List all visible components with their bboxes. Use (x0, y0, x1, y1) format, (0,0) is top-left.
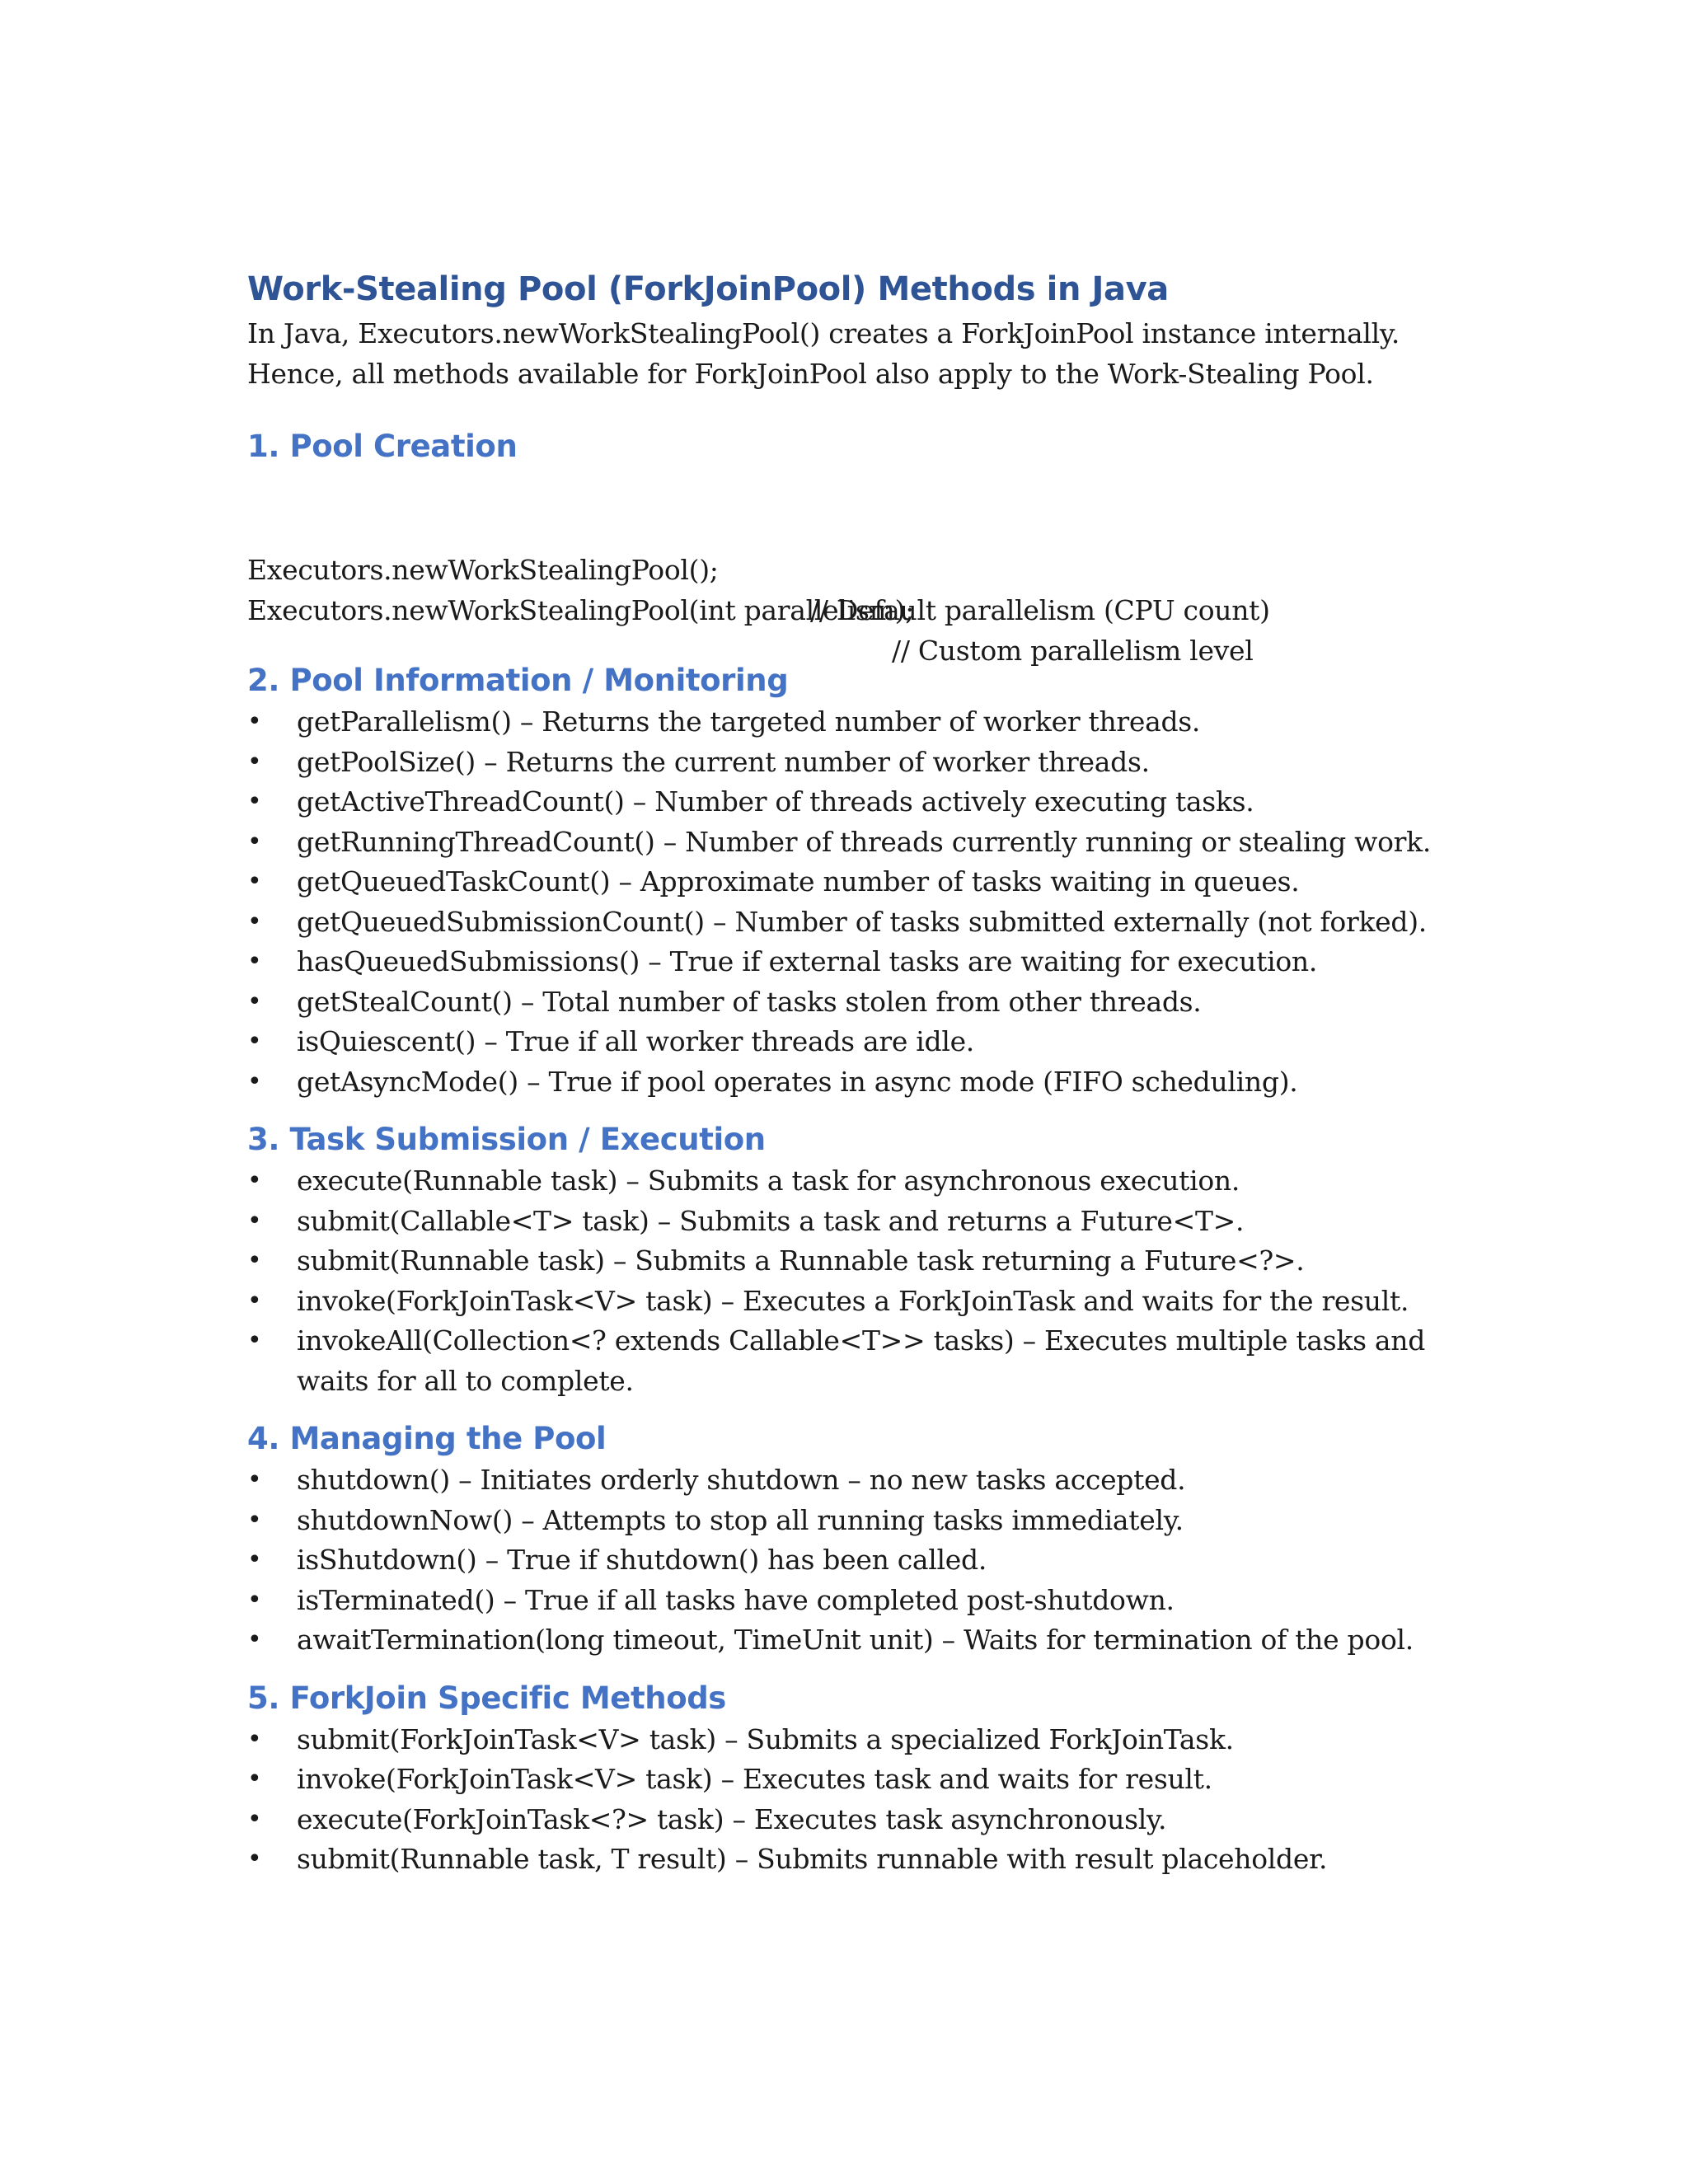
list-item-text: execute(Runnable task) – Submits a task for asynchronous execution. (297, 1165, 1240, 1197)
bullet-icon: • (247, 1844, 262, 1873)
list-item-text: shutdown() – Initiates orderly shutdown – no new tasks accepted. (297, 1464, 1186, 1496)
bullet-icon: • (247, 867, 262, 896)
bullet-icon: • (247, 987, 262, 1016)
list-item-text: submit(ForkJoinTask<V> task) – Submits a specialized ForkJoinTask. (297, 1722, 1234, 1755)
method-list-forkjoin-specific (247, 1720, 1442, 1880)
list-item-text: submit(Runnable task, T result) – Submits runnable with result placeholder. (297, 1843, 1328, 1875)
list-item (247, 1720, 1442, 1760)
bullet-icon: • (247, 1246, 262, 1275)
section-heading-pool-information: 2. Pool Information / Monitoring (247, 663, 789, 698)
bullet-icon: • (247, 1625, 262, 1654)
bullet-icon: • (247, 1166, 262, 1195)
list-item-text: getQueuedTaskCount() – Approximate number of tasks waiting in queues. (297, 865, 1300, 898)
list-item-text: invoke(ForkJoinTask<V> task) – Executes task and waits for result. (297, 1763, 1212, 1795)
bullet-icon: • (247, 947, 262, 976)
list-item (247, 1840, 1442, 1880)
list-item-text: getActiveThreadCount() – Number of threads actively executing tasks. (297, 785, 1254, 818)
list-item-text: getQueuedSubmissionCount() – Number of tasks submitted externally (not forked). (297, 905, 1427, 938)
list-item-text: getParallelism() – Returns the targeted number of worker threads. (297, 705, 1201, 738)
list-item (247, 1321, 1442, 1401)
list-item-text: submit(Callable<T> task) – Submits a task and returns a Future<T>. (297, 1204, 1245, 1237)
bullet-icon: • (247, 1585, 262, 1615)
list-item (247, 1460, 1442, 1501)
list-item-text: awaitTermination(long timeout, TimeUnit unit) – Waits for termination of the pool. (297, 1624, 1414, 1656)
bullet-icon: • (247, 707, 262, 736)
list-item-text: submit(Runnable task) – Submits a Runnable task returning a Future<?>. (297, 1244, 1305, 1277)
list-item (247, 1202, 1442, 1242)
code-comment: // Custom parallelism level (892, 635, 1254, 667)
bullet-icon: • (247, 1286, 262, 1315)
list-item (247, 1760, 1442, 1800)
section-heading-task-submission: 3. Task Submission / Execution (247, 1122, 766, 1157)
list-item (247, 902, 1442, 943)
section-heading-forkjoin-specific: 5. ForkJoin Specific Methods (247, 1680, 726, 1716)
list-item (247, 782, 1442, 823)
bullet-icon: • (247, 1326, 262, 1355)
method-list-task-submission (247, 1161, 1442, 1401)
section-heading-managing-pool: 4. Managing the Pool (247, 1421, 607, 1456)
list-item (247, 1241, 1442, 1282)
list-item (247, 1282, 1442, 1322)
list-item (247, 702, 1442, 743)
list-item (247, 1161, 1442, 1202)
list-item (247, 982, 1442, 1023)
list-item (247, 1501, 1442, 1541)
bullet-icon: • (247, 1206, 262, 1235)
list-item-text: shutdownNow() – Attempts to stop all running tasks immediately. (297, 1503, 1184, 1536)
bullet-icon: • (247, 1066, 262, 1096)
list-item-text: hasQueuedSubmissions() – True if external tasks are waiting for execution. (297, 945, 1318, 977)
list-item-text: isTerminated() – True if all tasks have completed post-shutdown. (297, 1583, 1175, 1616)
list-item (247, 942, 1442, 982)
list-item-text: invoke(ForkJoinTask<V> task) – Executes a ForkJoinTask and waits for the result. (297, 1284, 1409, 1317)
bullet-icon: • (247, 1765, 262, 1793)
intro-paragraph: In Java, Executors.newWorkStealingPool() creates a ForkJoinPool instance internally. Hence, all methods available for ForkJoinPool also apply to the Work-Stealing Pool. (247, 317, 1400, 390)
bullet-icon: • (247, 907, 262, 936)
code-comment: // Default parallelism (CPU count) (810, 594, 1270, 626)
list-item (247, 1620, 1442, 1661)
list-item-text: getAsyncMode() – True if pool operates in async mode (FIFO scheduling). (297, 1065, 1298, 1098)
list-item-text: getPoolSize() – Returns the current number of worker threads. (297, 745, 1150, 778)
code-call: Executors.newWorkStealingPool(int parallelism); (247, 594, 914, 626)
list-item-text: isShutdown() – True if shutdown() has been called. (297, 1544, 987, 1576)
list-item (247, 743, 1442, 783)
list-item (247, 1800, 1442, 1840)
bullet-icon: • (247, 827, 262, 856)
list-item-text: getStealCount() – Total number of tasks stolen from other threads. (297, 985, 1202, 1018)
list-item (247, 823, 1442, 863)
bullet-icon: • (247, 1804, 262, 1834)
bullet-icon: • (247, 1027, 262, 1056)
bullet-icon: • (247, 747, 262, 776)
document-page (247, 265, 1442, 1880)
list-item-text: getRunningThreadCount() – Number of threads currently running or stealing work. (297, 825, 1432, 858)
bullet-icon: • (247, 787, 262, 816)
list-item (247, 1062, 1442, 1103)
method-list-managing-pool (247, 1460, 1442, 1661)
list-item-text: execute(ForkJoinTask<?> task) – Executes task asynchronously. (297, 1802, 1167, 1835)
list-item (247, 1022, 1442, 1062)
section-heading-pool-creation: 1. Pool Creation (247, 429, 518, 464)
bullet-icon: • (247, 1545, 262, 1574)
code-call: Executors.newWorkStealingPool(); (247, 554, 719, 586)
bullet-icon: • (247, 1465, 262, 1494)
list-item (247, 862, 1442, 902)
bullet-icon: • (247, 1724, 262, 1754)
list-item (247, 1581, 1442, 1621)
list-item-text: invokeAll(Collection<? extends Callable<T>> tasks) – Executes multiple tasks and waits for all to complete. (297, 1324, 1426, 1397)
list-item-text: isQuiescent() – True if all worker threads are idle. (297, 1025, 975, 1057)
method-list-pool-information (247, 702, 1442, 1102)
bullet-icon: • (247, 1505, 262, 1535)
list-item (247, 1540, 1442, 1581)
document-title: Work-Stealing Pool (ForkJoinPool) Methods in Java (247, 270, 1169, 308)
